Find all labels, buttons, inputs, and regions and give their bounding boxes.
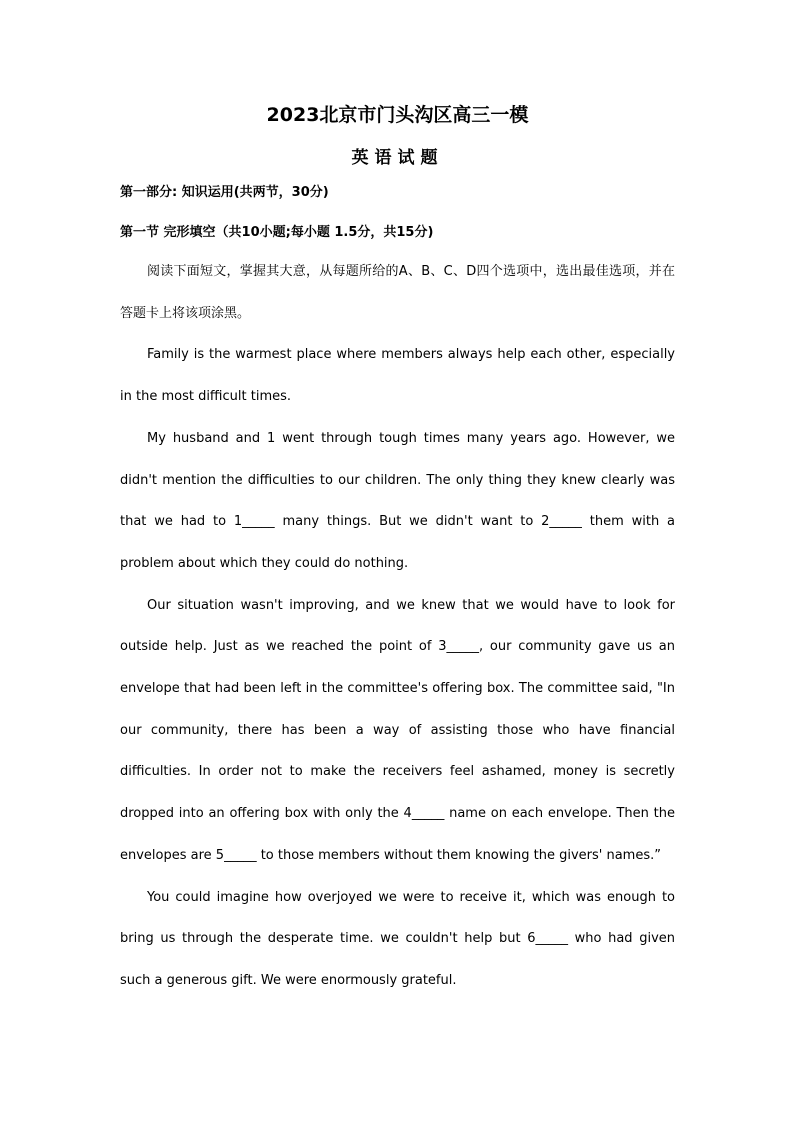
section-heading: 第一节 完形填空（共10小题;每小题 1.5分，共15分) [120, 225, 434, 240]
page-subtitle: 英语试题 [351, 148, 444, 168]
paragraph-4: You could imagine how overjoyed we were to receive it, which was enough to bring us through the desperate time. we couldn't help but 6_____ who had given such a generous gift. We were enormously grateful. [120, 889, 675, 988]
paragraph-1: Family is the warmest place where members always help each other, especially in the most difficult times. [120, 347, 675, 405]
paragraph-2: My husband and 1 went through tough times many years ago. However, we didn't mention the difficulties to our children. The only thing they knew clearly was that we had to 1_____ many things. But we didn't want to 2_____ them with a problem about which they could do nothing. [120, 430, 675, 571]
page-title: 2023北京市门头沟区高三一模 [266, 104, 529, 126]
paragraph-3: Our situation wasn't improving, and we knew that we would have to look for outside help. Just as we reached the point of 3_____, our community gave us an envelope that had been left in the committee's offering box. The committee said, "In our community, there has been a way of assisting those who have financial difficulties. In order not to make the receivers feel ashamed, money is secretly dropped into an offering box with only the 4_____ name on each envelope. Then the envelopes are 5_____ to those members without them knowing the givers' names.” [120, 597, 675, 863]
part-heading: 第一部分: 知识运用(共两节，30分) [120, 185, 329, 200]
instructions: 阅读下面短文，掌握其大意，从每题所给的A、B、C、D四个选项中，选出最佳选项，并在答题卡上将该项涂黑。 [120, 264, 675, 321]
